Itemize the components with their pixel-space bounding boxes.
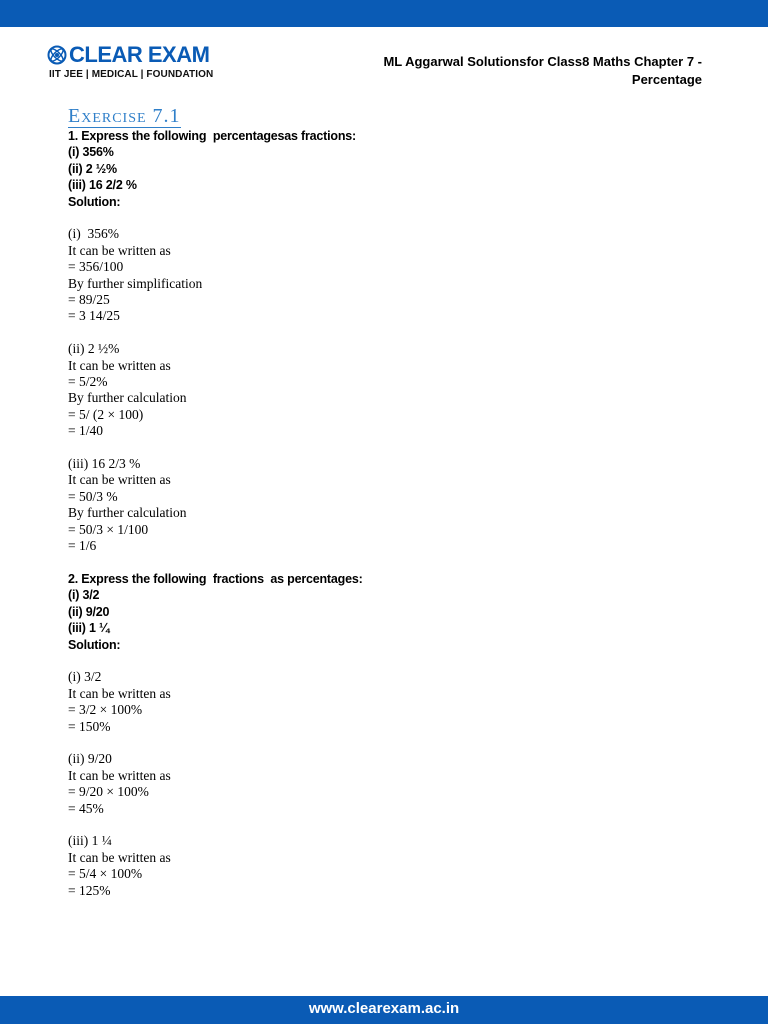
solution-line: (iii) 16 2/3 % xyxy=(68,456,141,472)
solution-line: It can be written as xyxy=(68,242,171,258)
solution-line: (ii) 2 ½% xyxy=(68,341,120,357)
footer-website-link[interactable]: www.clearexam.ac.in xyxy=(308,1000,460,1017)
top-banner xyxy=(0,0,768,27)
solution-line: By further calculation xyxy=(68,390,187,406)
question-1: 1. Express the following percentagesas fractions: xyxy=(68,129,357,143)
solution-label: Solution: xyxy=(68,194,121,209)
title-line-2: Percentage xyxy=(631,72,702,87)
solution-label: Solution: xyxy=(68,637,121,652)
solution-line: = 1/6 xyxy=(68,538,97,554)
solution-line: = 356/100 xyxy=(68,259,124,275)
solution-line: (ii) 9/20 xyxy=(68,751,112,767)
solution-line: = 9/20 × 100% xyxy=(68,784,149,800)
question-1-part-i: (i) 356% xyxy=(68,145,114,160)
solution-line: = 150% xyxy=(68,718,111,734)
question-2-part-iii: (iii) 1 ¼ xyxy=(68,621,110,636)
solution-line: = 50/3 × 1/100 xyxy=(68,521,149,537)
solution-line: = 125% xyxy=(68,882,111,898)
title-line-1: ML Aggarwal Solutionsfor Class8 Maths Chapter 7 - xyxy=(383,54,702,69)
logo-subtitle: IIT JEE | MEDICAL | FOUNDATION xyxy=(49,69,214,80)
atom-logo-icon xyxy=(47,45,67,65)
clear-exam-logo xyxy=(47,42,214,86)
solution-line: = 5/ (2 × 100) xyxy=(68,406,144,422)
document-title xyxy=(322,53,702,89)
solution-line: = 89/25 xyxy=(68,292,110,308)
question-2-part-i: (i) 3/2 xyxy=(68,588,100,603)
question-1-part-iii: (iii) 16 2/2 % xyxy=(68,178,137,193)
logo-text: CLEAR EXAM xyxy=(69,42,210,67)
solution-line: It can be written as xyxy=(68,767,171,783)
question-1-part-ii: (ii) 2 ½% xyxy=(68,161,117,176)
question-2: 2. Express the following fractions as percentages: xyxy=(68,571,363,586)
solution-line: It can be written as xyxy=(68,472,171,488)
solution-line: = 1/40 xyxy=(68,423,103,439)
question-2-part-ii: (ii) 9/20 xyxy=(68,604,110,619)
page-content xyxy=(68,128,708,899)
solution-line: = 3 14/25 xyxy=(68,308,120,324)
solution-line: By further simplification xyxy=(68,275,203,291)
solution-line: (i) 3/2 xyxy=(68,669,102,685)
solution-line: = 5/2% xyxy=(68,374,108,390)
exercise-heading: Exercise 7.1 xyxy=(68,105,181,127)
solution-line: By further calculation xyxy=(68,505,187,521)
solution-line: (i) 356% xyxy=(68,226,119,242)
solution-line: It can be written as xyxy=(68,849,171,865)
solution-line: = 45% xyxy=(68,800,104,816)
solution-line: It can be written as xyxy=(68,357,171,373)
solution-line: It can be written as xyxy=(68,685,171,701)
solution-line: = 5/4 × 100% xyxy=(68,866,143,882)
solution-line: (iii) 1 ¼ xyxy=(68,833,112,849)
solution-line: = 3/2 × 100% xyxy=(68,702,143,718)
solution-line: = 50/3 % xyxy=(68,488,118,504)
